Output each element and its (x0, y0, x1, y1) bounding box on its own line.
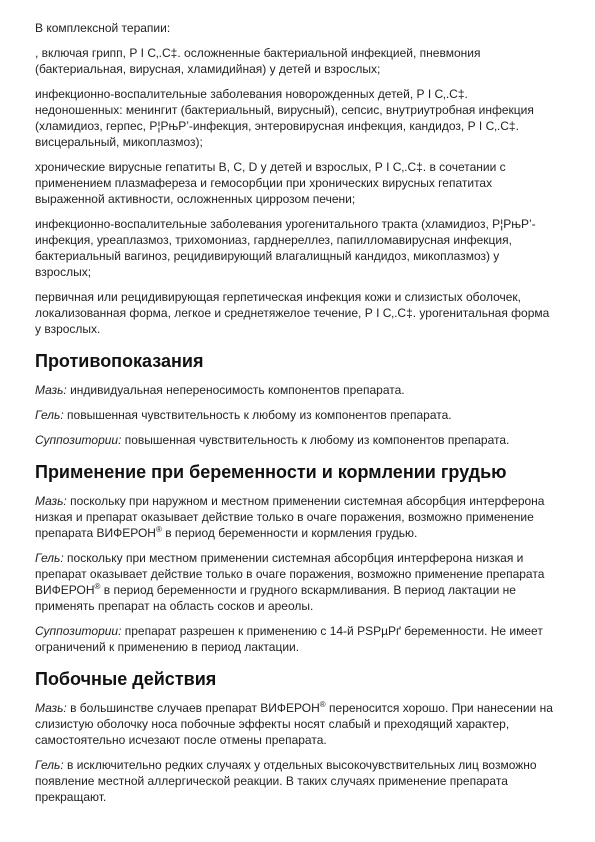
pregnancy-item (35, 550, 555, 614)
side-effect-item (35, 757, 555, 805)
form-label: Гель: (35, 408, 64, 422)
indication-item: инфекционно-воспалительные заболевания новорожденных детей, Р І С‚.С‡. недоношенных: менингит (бактериальный, вирусный), сепсис, внутриутробная инфекция (хламидиоз, герпес, Р¦РњР’-инфекция, энтеровирусная инфекция, кандидоз, Р І С‚.С‡. висцеральный, микоплазмоз); (35, 87, 534, 149)
form-label: Мазь: (35, 494, 67, 508)
pregnancy-item (35, 623, 555, 655)
form-label: Мазь: (35, 383, 67, 397)
contraindication-item (35, 432, 555, 448)
contraindication-text: индивидуальная непереносимость компонентов препарата. (66, 383, 405, 397)
registered-mark: ® (155, 525, 162, 534)
side-effects-heading: Побочные действия (35, 669, 217, 689)
form-label: Суппозитории: (35, 624, 122, 638)
pregnancy-item (35, 493, 555, 541)
contraindication-item (35, 382, 555, 398)
registered-mark: ® (319, 700, 326, 709)
indication-item: хронические вирусные гепатиты В, С, D у детей и взрослых, Р І С‚.С‡. в сочетании с применением плазмафереза и гемосорбции при хронических вирусных гепатитах выраженной активности, осложненных циррозом печени; (35, 160, 506, 206)
form-label: Гель: (35, 758, 64, 772)
contraindication-text: повышенная чувствительность к любому из компонентов препарата. (63, 408, 452, 422)
form-label: Гель: (35, 551, 64, 565)
pregnancy-text: поскольку при местном применении системная абсорбция интерферона низкая и препарат оказывает действие только в очаге поражения, возможно применение препарата ВИФЕРОН (35, 551, 545, 597)
contraindication-item (35, 407, 555, 423)
pregnancy-text: поскольку при наружном и местном применении системная абсорбция интерферона низкая и препарат оказывает действие только в очаге поражения, возможно применение препарата ВИФЕРОН (35, 494, 545, 540)
indication-item: инфекционно-воспалительные заболевания урогенитального тракта (хламидиоз, Р¦РњР’-инфекция, уреаплазмоз, трихомониаз, гарднереллез, папилломавирусная инфекция, бактериальный вагиноз, рецидивирующий влагалищный кандидоз, микоплазмоз) у взрослых; (35, 217, 536, 279)
side-effect-text: в большинстве случаев препарат ВИФЕРОН (66, 701, 320, 715)
contraindication-text: повышенная чувствительность к любому из компонентов препарата. (121, 433, 510, 447)
side-effect-item (35, 700, 555, 748)
side-effect-text-cont: переносится хорошо. При нанесении на слизистую оболочку носа побочные эффекты носят слабый и преходящий характер, самостоятельно исчезают после отмены препарата. (35, 701, 553, 747)
form-label: Мазь: (35, 701, 67, 715)
indications-intro: В комплексной терапии: (35, 21, 171, 35)
pregnancy-text-cont: в период беременности и грудного вскармливания. В период лактации не применять препарат на область сосков и ареолы. (35, 583, 516, 613)
form-label: Суппозитории: (35, 433, 122, 447)
pregnancy-text: препарат разрешен к применению с 14-й РЅРµРґ беременности. Не имеет ограничений к применению в период лактации. (35, 624, 543, 654)
indication-item: первичная или рецидивирующая герпетическая инфекция кожи и слизистых оболочек, локализованная форма, легкое и среднетяжелое течение, Р І С‚.С‡. урогенитальная форма у взрослых. (35, 290, 550, 336)
registered-mark: ® (94, 582, 101, 591)
document-page (35, 20, 555, 814)
indication-item: , включая грипп, Р І С‚.С‡. осложненные бактериальной инфекцией, пневмония (бактериальная, вирусная, хламидийная) у детей и взрослых; (35, 46, 481, 76)
side-effect-text: в исключительно редких случаях у отдельных высокочувствительных лиц возможно появление местной аллергической реакции. В таких случаях применение препарата прекращают. (35, 758, 537, 804)
pregnancy-text-cont: в период беременности и кормления грудью. (161, 526, 418, 540)
pregnancy-heading: Применение при беременности и кормлении грудью (35, 462, 507, 482)
contraindications-heading: Противопоказания (35, 351, 204, 371)
